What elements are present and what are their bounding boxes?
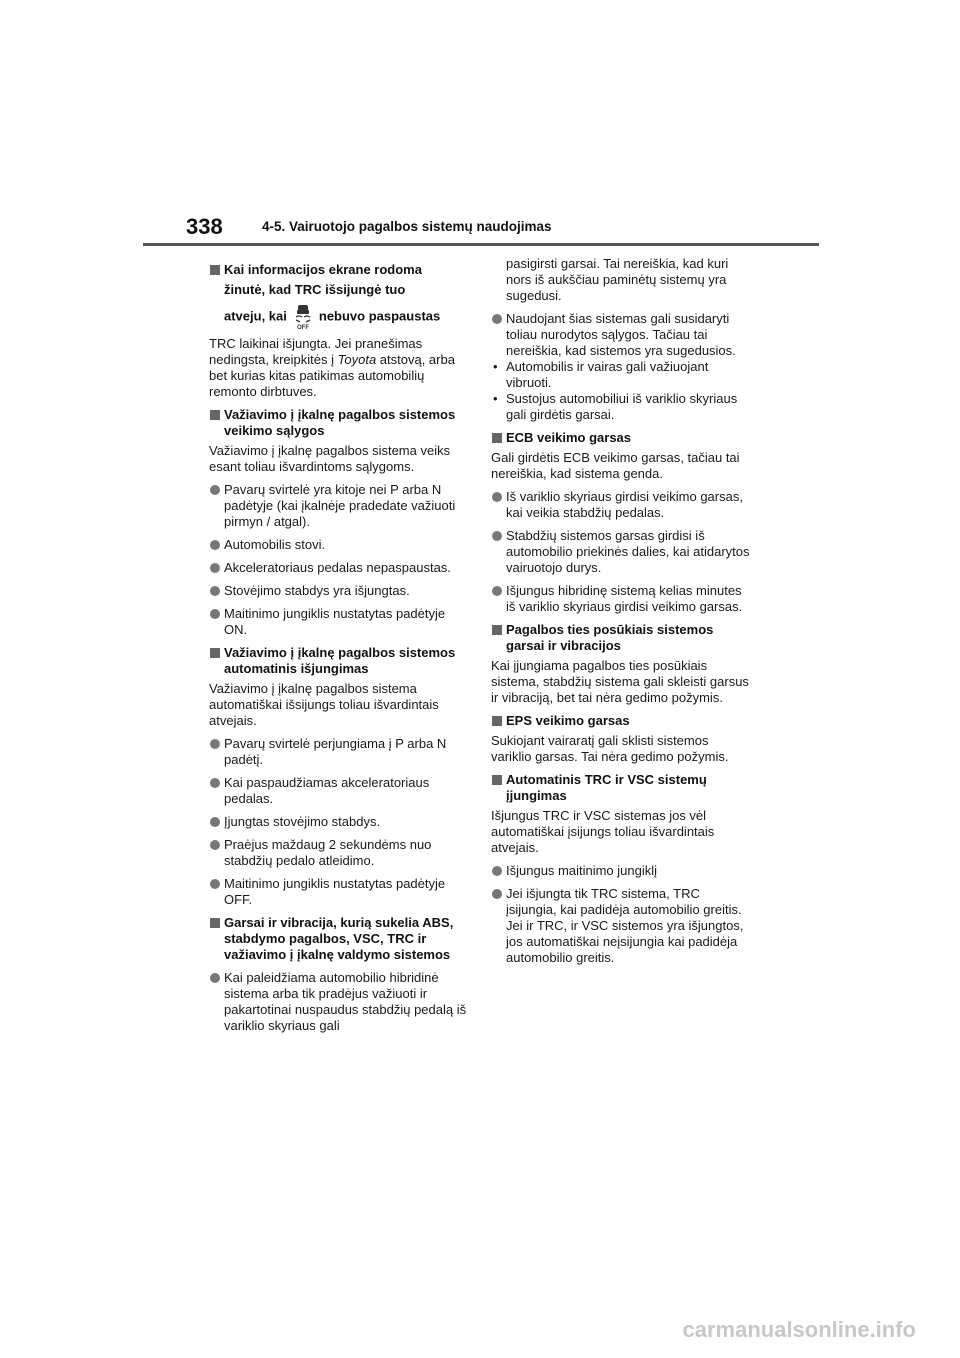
paragraph: Važiavimo į įkalnę pagalbos sistema veiks esant toliau išvardintoms sąlygoms. [209, 443, 451, 474]
list-item: Naudojant šias sistemas gali susidaryti toliau nurodytos sąlygos. Tačiau tai nereiškia, kad sistemos yra sugedusios. [491, 311, 751, 359]
list-item: Stabdžių sistemos garsas girdisi iš automobilio priekinės dalies, kai atidarytos vairuotojo durys. [491, 528, 751, 576]
section-heading: Garsai ir vibracija, kurią sukelia ABS, stabdymo pagalbos, VSC, TRC ir važiavimo į įkalnę valdymo sistemos [209, 915, 469, 963]
chapter-title: 4-5. Vairuotojo pagalbos sistemų naudojimas [262, 219, 552, 234]
circle-bullet-icon [210, 485, 220, 495]
square-bullet-icon [210, 918, 220, 928]
paragraph-continued: pasigirsti garsai. Tai nereiškia, kad kuri nors iš aukščiau paminėtų sistemų yra sugedusi. [506, 256, 729, 303]
section-heading: Pagalbos ties posūkiais sistemos garsai ir vibracijos [491, 622, 751, 654]
list-item: Praėjus maždaug 2 sekundėms nuo stabdžių pedalo atleidimo. [209, 837, 469, 869]
dash-item: • Automobilis ir vairas gali važiuojant vibruoti. [493, 359, 709, 390]
list-item: Išjungus maitinimo jungiklį [491, 863, 751, 879]
list-item: Įjungtas stovėjimo stabdys. [209, 814, 469, 830]
paragraph: Kai įjungiama pagalbos ties posūkiais sistema, stabdžių sistema gali skleisti garsus ir vibraciją, bet tai nėra gedimo požymis. [491, 658, 749, 705]
list-item: Pavarų svirtelė perjungiama į P arba N padėtį. [209, 736, 469, 768]
trc-off-icon-label: OFF [296, 325, 309, 330]
section-heading: Kai informacijos ekrane rodoma žinutė, kad TRC išsijungė tuo atveju, kai OFF nebuvo paspaustas [209, 260, 469, 330]
paragraph: Išjungus TRC ir VSC sistemas jos vėl automatiškai įsijungs toliau išvardintais atvejais. [491, 808, 715, 855]
list-item: Kai paleidžiama automobilio hibridinė sistema arba tik pradėjus važiuoti ir pakartotinai nuspaudus stabdžių pedalą iš variklio skyriaus gali [209, 970, 469, 1034]
circle-bullet-icon [210, 840, 220, 850]
section-heading: Važiavimo į įkalnę pagalbos sistemos automatinis išjungimas [209, 645, 469, 677]
right-column [491, 256, 751, 973]
list-item: Maitinimo jungiklis nustatytas padėtyje OFF. [209, 876, 469, 908]
section-heading: Važiavimo į įkalnę pagalbos sistemos veikimo sąlygos [209, 407, 469, 439]
trc-off-icon [293, 304, 313, 330]
circle-bullet-icon [492, 492, 502, 502]
square-bullet-icon [492, 775, 502, 785]
circle-bullet-icon [210, 973, 220, 983]
list-item: Pavarų svirtelė yra kitoje nei P arba N padėtyje (kai įkalnėje pradedate važiuoti pirmyn / atgal). [209, 482, 469, 530]
circle-bullet-icon [210, 540, 220, 550]
section-heading: Automatinis TRC ir VSC sistemų įjungimas [491, 772, 751, 804]
watermark: carmanualsonline.info [682, 1317, 916, 1342]
list-item: Kai paspaudžiamas akceleratoriaus pedalas. [209, 775, 469, 807]
circle-bullet-icon [210, 563, 220, 573]
left-column [209, 260, 469, 1041]
paragraph: Sukiojant vairaratį gali sklisti sistemos variklio garsas. Tai nėra gedimo požymis. [491, 733, 729, 764]
circle-bullet-icon [210, 817, 220, 827]
list-item: Maitinimo jungiklis nustatytas padėtyje ON. [209, 606, 469, 638]
dash-item: • Sustojus automobiliui iš variklio skyriaus gali girdėtis garsai. [493, 391, 738, 422]
page-number: 338 [186, 214, 223, 239]
section-heading: ECB veikimo garsas [491, 430, 751, 446]
section-heading: EPS veikimo garsas [491, 713, 751, 729]
paragraph: Gali girdėtis ECB veikimo garsas, tačiau tai nereiškia, kad sistema genda. [491, 450, 740, 481]
square-bullet-icon [492, 716, 502, 726]
paragraph: Važiavimo į įkalnę pagalbos sistema automatiškai išsijungs toliau išvardintais atvejais. [209, 681, 439, 728]
list-item: Išjungus hibridinę sistemą kelias minutes iš variklio skyriaus girdisi veikimo garsas. [491, 583, 751, 615]
circle-bullet-icon [210, 609, 220, 619]
square-bullet-icon [210, 410, 220, 420]
header-rule [143, 243, 819, 246]
circle-bullet-icon [492, 866, 502, 876]
square-bullet-icon [210, 265, 220, 275]
circle-bullet-icon [210, 778, 220, 788]
circle-bullet-icon [492, 531, 502, 541]
square-bullet-icon [210, 648, 220, 658]
list-item: Iš variklio skyriaus girdisi veikimo garsas, kai veikia stabdžių pedalas. [491, 489, 751, 521]
circle-bullet-icon [210, 586, 220, 596]
list-item: Automobilis stovi. [209, 537, 469, 553]
paragraph: TRC laikinai išjungta. Jei pranešimas nedingsta, kreipkitės į Toyota atstovą, arba bet kurias kitas patikimas automobilių remonto dirbtuves. [209, 336, 455, 399]
square-bullet-icon [492, 625, 502, 635]
list-item: Stovėjimo stabdys yra išjungtas. [209, 583, 469, 599]
list-item: Akceleratoriaus pedalas nepaspaustas. [209, 560, 469, 576]
circle-bullet-icon [210, 739, 220, 749]
list-item: Jei išjungta tik TRC sistema, TRC įsijungia, kai padidėja automobilio greitis. Jei ir TRC, ir VSC sistemos yra išjungtos, jos automatiškai neįsijungia kai padidėja automobilio greitis. [491, 886, 751, 966]
circle-bullet-icon [492, 889, 502, 899]
circle-bullet-icon [492, 314, 502, 324]
square-bullet-icon [492, 433, 502, 443]
circle-bullet-icon [492, 586, 502, 596]
circle-bullet-icon [210, 879, 220, 889]
